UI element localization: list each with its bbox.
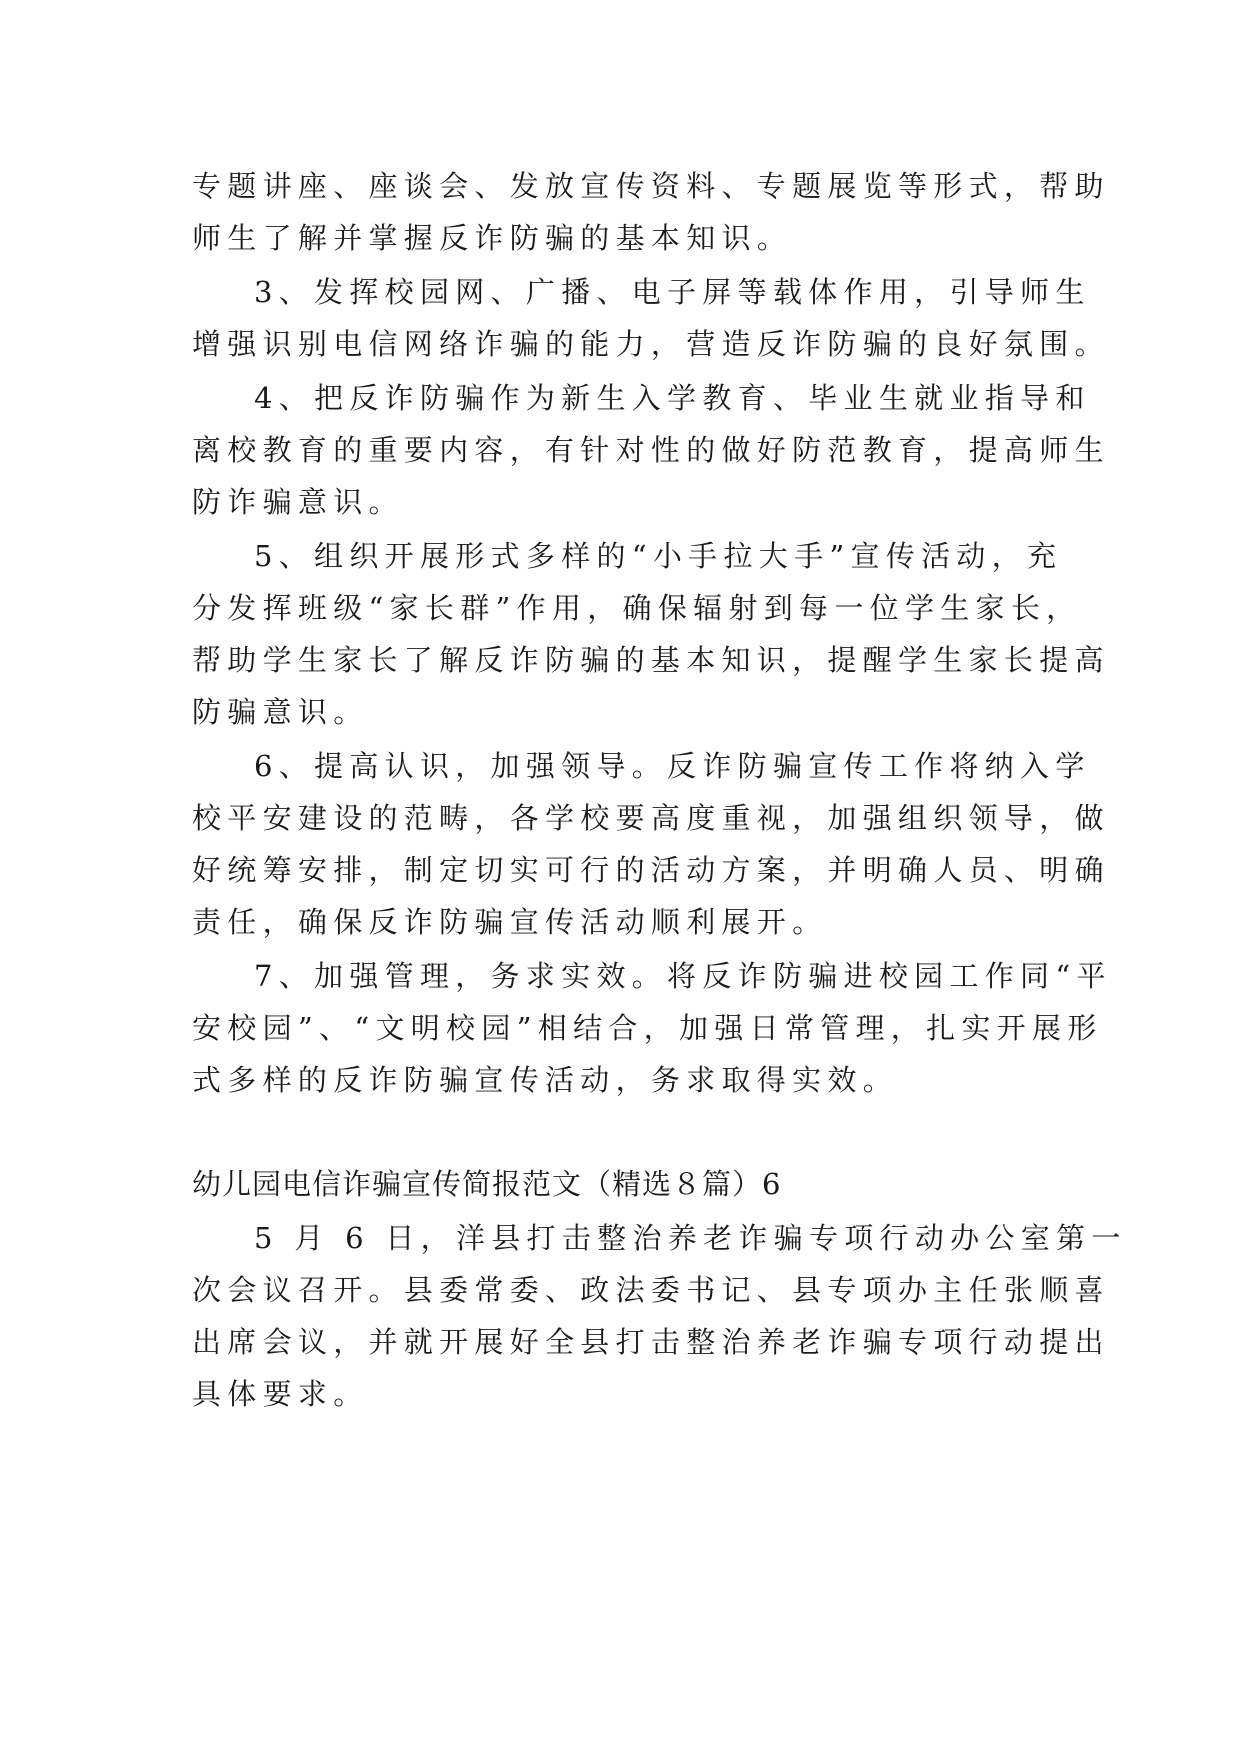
text-line: 出席会议，并就开展好全县打击整治养老诈骗专项行动提出: [192, 1325, 1110, 1359]
section-heading: 幼儿园电信诈骗宣传简报范文（精选８篇）6: [192, 1167, 782, 1201]
text-line: 分发挥班级“家长群”作用，确保辐射到每一位学生家长，: [192, 591, 1082, 625]
text-line: 防诈骗意识。: [192, 485, 404, 519]
text-line: 校平安建设的范畴，各学校要高度重视，加强组织领导，做: [192, 801, 1110, 835]
text-line: 安校园”、“文明校园”相结合，加强日常管理，扎实开展形: [192, 1011, 1103, 1045]
text-line: 次会议召开。县委常委、政法委书记、县专项办主任张顺喜: [192, 1273, 1110, 1307]
paragraph-start: 5 月 6 日，洋县打击整治养老诈骗专项行动办公室第一: [254, 1221, 1127, 1255]
paragraph-4-start: 4、把反诈防骗作为新生入学教育、毕业生就业指导和: [254, 381, 1091, 415]
text-line: 防骗意识。: [192, 695, 369, 729]
text-line: 专题讲座、座谈会、发放宣传资料、专题展览等形式，帮助: [192, 169, 1110, 203]
text-line: 式多样的反诈防骗宣传活动，务求取得实效。: [192, 1063, 899, 1097]
text-line: 责任，确保反诈防骗宣传活动顺利展开。: [192, 905, 828, 939]
text-line: 师生了解并掌握反诈防骗的基本知识。: [192, 221, 793, 255]
paragraph-7-start: 7、加强管理，务求实效。将反诈防骗进校园工作同“平: [254, 959, 1112, 993]
text-line: 增强识别电信网络诈骗的能力，营造反诈防骗的良好氛围。: [192, 327, 1110, 361]
paragraph-5-start: 5、组织开展形式多样的“小手拉大手”宣传活动，充: [254, 539, 1063, 573]
text-line: 离校教育的重要内容，有针对性的做好防范教育，提高师生: [192, 433, 1110, 467]
text-line: 好统筹安排，制定切实可行的活动方案，并明确人员、明确: [192, 853, 1110, 887]
paragraph-3-start: 3、发挥校园网、广播、电子屏等载体作用，引导师生: [254, 275, 1091, 309]
text-line: 帮助学生家长了解反诈防骗的基本知识，提醒学生家长提高: [192, 643, 1110, 677]
paragraph-6-start: 6、提高认识，加强领导。反诈防骗宣传工作将纳入学: [254, 749, 1091, 783]
text-line: 具体要求。: [192, 1377, 369, 1411]
